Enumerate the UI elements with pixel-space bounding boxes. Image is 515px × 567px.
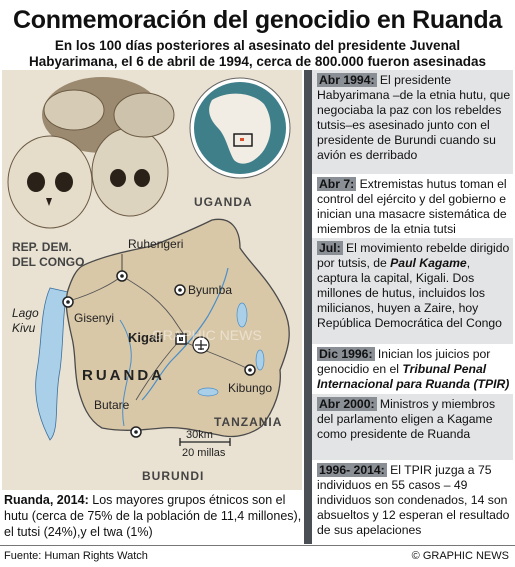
timeline-date: Abr 1994: (319, 73, 375, 87)
footer (0, 545, 515, 567)
label-drc-line2: DEL CONGO (12, 255, 85, 269)
label-country: RUANDA (82, 367, 165, 384)
timeline-bar (304, 238, 312, 344)
rwanda-map (2, 70, 302, 490)
label-lake-line2: Kivu (12, 321, 36, 335)
city-label-ruhengeri: Ruhengeri (128, 237, 184, 251)
label-uganda: UGANDA (194, 195, 253, 209)
city-label-gisenyi: Gisenyi (74, 311, 115, 325)
timeline-event-text (317, 73, 513, 163)
timeline-event-text (317, 397, 513, 442)
page-subtitle (0, 38, 515, 70)
timeline-date: Jul: (319, 241, 341, 255)
label-drc-line1: REP. DEM. (12, 240, 72, 254)
source-text: Fuente: Human Rights Watch (4, 550, 148, 562)
scale-mi-label: 20 millas (182, 447, 226, 459)
subtitle-line-2: Habyarimana, el 6 de abril de 1994, cerca de 800.000 fueron asesinadas (28, 54, 486, 69)
city-label-kibungo: Kibungo (228, 381, 273, 395)
stats-label: Ruanda, 2014: (4, 493, 89, 507)
timeline-bar (304, 70, 312, 174)
map-svg (2, 70, 302, 490)
timeline-event (304, 460, 513, 544)
timeline-tribunal-name: Tribunal Penal Internacional para Ruanda (TPIR) (317, 362, 510, 391)
label-burundi: BURUNDI (142, 469, 205, 483)
timeline-event-text (317, 177, 513, 237)
timeline-event-text (317, 241, 513, 331)
timeline-date: Abr 7: (319, 177, 355, 191)
timeline-desc: Extremistas hutus toman el control del ejército y del gobierno e inician una masacre sistemática de miembros de la etnia tutsi (317, 177, 507, 236)
city-label-butare: Butare (94, 398, 130, 412)
timeline-desc: Ministros y miembros del parlamento eligen a Kagame como presidente de Ruanda (317, 397, 496, 441)
subtitle-line-1: En los 100 días posteriores al asesinato del presidente Juvenal (54, 38, 461, 53)
timeline-bar (304, 174, 312, 238)
timeline-event (304, 70, 513, 174)
timeline-desc-a: El movimiento rebelde dirigido por tutsis, de (317, 241, 510, 270)
timeline-bar (304, 344, 312, 394)
stats-block (4, 492, 304, 540)
lake-south (198, 388, 218, 396)
city-label-byumba: Byumba (188, 283, 233, 297)
stats-text: Los mayores grupos étnicos son el hutu (cerca de 75% de la población de 11,4 millones), el tutsi (24%),y el twa (1%) (4, 493, 302, 539)
timeline-bar (304, 394, 312, 460)
lake-east-1 (237, 303, 247, 327)
label-tanzania: TANZANIA (214, 415, 283, 429)
timeline-bar (304, 460, 312, 544)
scale-km-label: 30km (186, 429, 213, 441)
globe-inset (190, 78, 290, 178)
timeline-desc: El presidente Habyarimana –de la etnia hutu, que negociaba la paz con los rebeldes tutsis–es asesinado junto con el presidente de Burundi cuando su avión es derribado (317, 73, 511, 162)
timeline-date: Dic 1996: (319, 347, 373, 361)
credit-text: © GRAPHIC NEWS (411, 550, 509, 562)
timeline-event (304, 174, 513, 238)
timeline-desc: El TPIR juzga a 75 individuos en 55 casos – 49 individuos son condenados, 14 son absueltos y 12 esperan el resultado de sus apelaciones (317, 463, 510, 537)
timeline-event-text (317, 347, 513, 392)
timeline-event (304, 344, 513, 394)
lake-east-2 (256, 350, 264, 370)
timeline-event (304, 238, 513, 344)
timeline-date: Abr 2000: (319, 397, 375, 411)
watermark: GRAPHIC NEWS (152, 327, 262, 343)
city-label-kigali: Kigali (128, 330, 164, 345)
page-title: Conmemoración del genocidio en Ruanda (13, 6, 502, 34)
timeline-desc-a: Inician los juicios por genocidio en el (317, 347, 491, 376)
timeline-date: 1996- 2014: (319, 463, 385, 477)
timeline-event-text (317, 463, 513, 538)
label-lake-line1: Lago (12, 306, 39, 320)
timeline-desc-b: , captura la capital, Kigali. Dos millones de hutus, incluidos los milicianos, huyen a Zaire, hoy República Democrática del Congo (317, 256, 502, 330)
timeline (304, 70, 513, 544)
timeline-event (304, 394, 513, 460)
timeline-person-name: Paul Kagame (390, 256, 467, 270)
